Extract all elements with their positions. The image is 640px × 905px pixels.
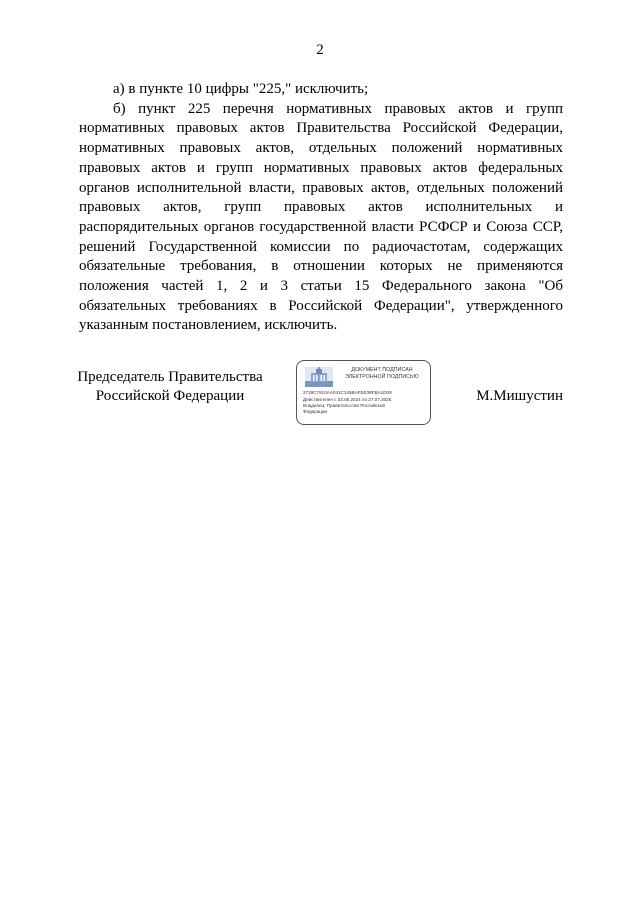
stamp-header-line2: ЭЛЕКТРОННОЙ ПОДПИСЬЮ (345, 374, 419, 380)
paragraph-item-a: а) в пункте 10 цифры "225," исключить; (113, 81, 369, 97)
signer-title-line2: Российской Федерации (95, 388, 245, 404)
signer-name: М.Мишустин (476, 388, 563, 404)
stamp-certificate-number: 2728C7910AA041C145BAFEE38FBA1D09 (303, 390, 392, 395)
stamp-owner-line2: Федерации (303, 409, 328, 414)
paragraph-item-b: б) пункт 225 перечня нормативных правовых актов и групп нормативных правовых актов Правительства Российской Федерации, нормативных правовых актов, отдельных положений нормативных правовых актов и групп нормативных правовых актов федеральных органов исполнительной власти, правовых актов, отдельных положений правовых актов, групп правовых актов исполнительных и распорядительных органов государственной власти РСФСР и Союза ССР, решений Государственной комиссии по радиочастотам, содержащих обязательные требования, в отношении которых не применяются положения частей 1, 2 и 3 статьи 15 Федерального закона "Об обязательных требованиях в Российской Федерации", утвержденного указанным постановлением, исключить. (79, 100, 563, 334)
document-body (79, 80, 563, 336)
stamp-owner-line1: Владелец: Правительство Российской (303, 403, 385, 408)
government-building-icon (305, 367, 333, 387)
signer-title-line1: Председатель Правительства (77, 369, 263, 385)
electronic-signature-stamp (296, 360, 431, 425)
stamp-header-line1: ДОКУМЕНТ ПОДПИСАН (351, 367, 413, 373)
stamp-header (337, 367, 427, 381)
signer-title (70, 368, 270, 406)
stamp-validity: Действителен с 03.05.2024 по 27.07.2025 (303, 397, 392, 402)
page-number: 2 (316, 42, 324, 58)
